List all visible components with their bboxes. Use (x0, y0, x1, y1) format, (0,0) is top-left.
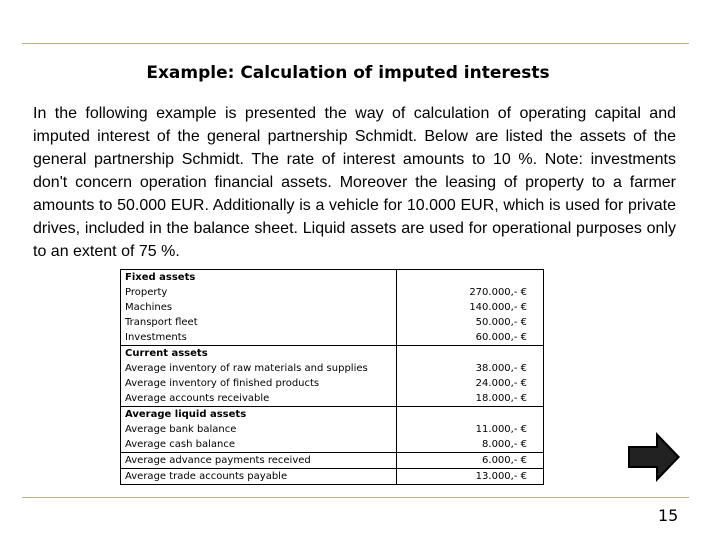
row-value: 24.000,- € (397, 376, 544, 391)
top-rule (22, 43, 689, 44)
row-value: 6.000,- € (397, 453, 544, 469)
table-row (121, 270, 544, 286)
row-value: 140.000,- € (397, 300, 544, 315)
row-value: 270.000,- € (397, 285, 544, 300)
row-label: Machines (125, 302, 173, 313)
table-row (121, 391, 544, 407)
table-row (121, 315, 544, 330)
row-value: 60.000,- € (397, 330, 544, 346)
row-value: 8.000,- € (397, 437, 544, 453)
table-row (121, 285, 544, 300)
table-row (121, 376, 544, 391)
page-number: 15 (658, 506, 679, 525)
table-row (121, 330, 544, 346)
table-row (121, 469, 544, 485)
table-row (121, 437, 544, 453)
table-row (121, 453, 544, 469)
body-text: In the following example is presented the way of calculation of operating capital and imputed interest of the general partnership Schmidt. Below are listed the assets of the general partnership Schmidt. The rate of interest amounts to 10 %. Note: investments don't concern operation financial assets. Moreover the leasing of property to a farmer amounts to 50.000 EUR. Additionally is a vehicle for 10.000 EUR, which is used for private drives, included in the balance sheet. Liquid assets are used for operational purposes only to an extent of 75 %. (33, 105, 676, 260)
row-value: 13.000,- € (397, 469, 544, 485)
row-label: Average inventory of finished products (125, 378, 320, 389)
table-row (121, 361, 544, 376)
row-value: 18.000,- € (397, 391, 544, 407)
table-row (121, 407, 544, 423)
table-row (121, 300, 544, 315)
row-label: Average advance payments received (121, 453, 397, 469)
row-label: Average accounts receivable (121, 391, 397, 407)
table-row (121, 346, 544, 362)
row-label: Average inventory of raw materials and supplies (125, 363, 368, 374)
row-label: Investments (121, 330, 397, 346)
row-value: 50.000,- € (397, 315, 544, 330)
row-value (397, 346, 544, 362)
row-label: Fixed assets (125, 272, 196, 283)
table-row (121, 422, 544, 437)
row-label: Current assets (125, 348, 208, 359)
bottom-rule (22, 497, 689, 498)
next-arrow-icon[interactable] (628, 432, 680, 482)
row-label: Average cash balance (121, 437, 397, 453)
row-value (397, 407, 544, 423)
row-value: 38.000,- € (397, 361, 544, 376)
row-label: Transport fleet (125, 317, 198, 328)
content (0, 62, 720, 485)
row-value (397, 270, 544, 286)
row-label: Average liquid assets (125, 409, 247, 420)
assets-table (120, 269, 544, 485)
row-label: Average bank balance (125, 424, 237, 435)
row-label: Average trade accounts payable (125, 471, 288, 482)
row-label: Property (125, 287, 168, 298)
slide-title: Example: Calculation of imputed interests (146, 63, 550, 83)
row-value: 11.000,- € (397, 422, 544, 437)
